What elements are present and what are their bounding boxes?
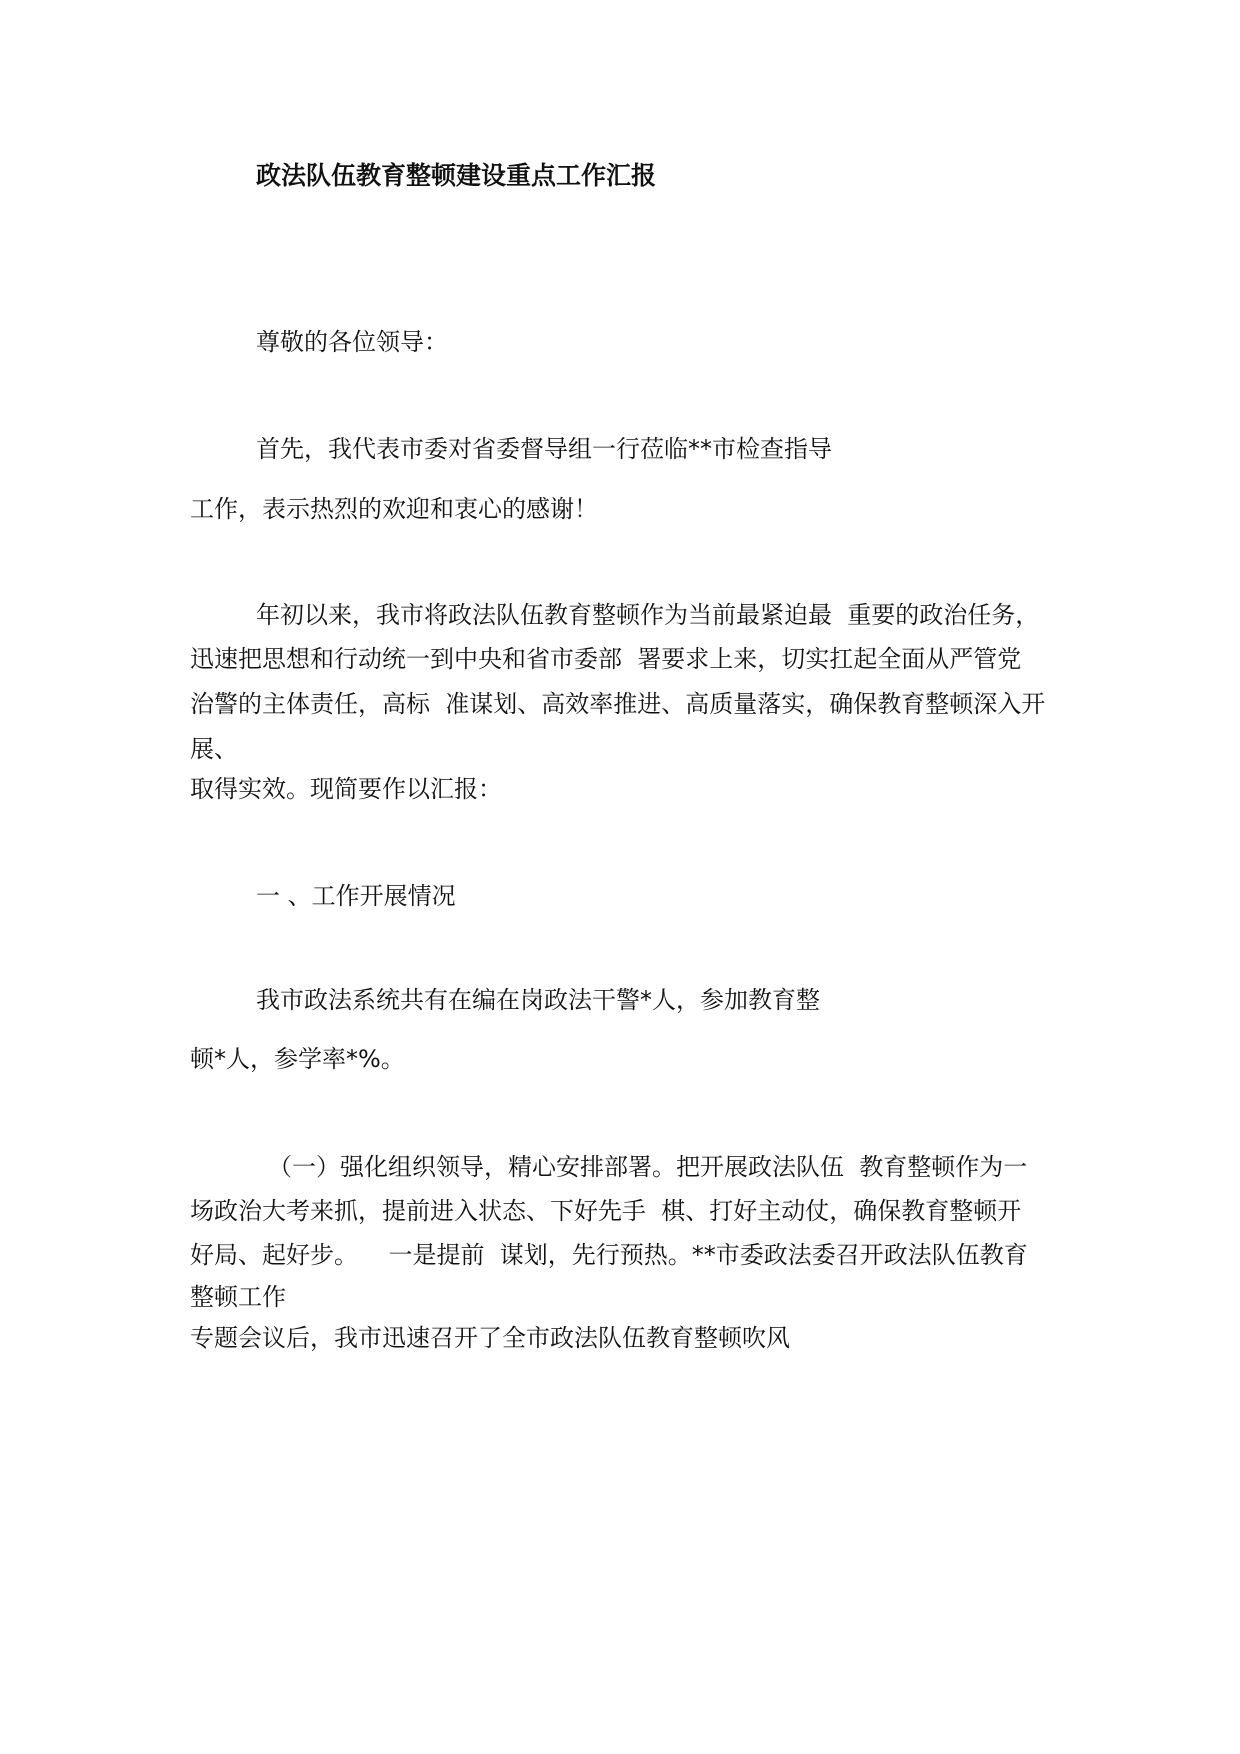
para2-line-1: 我市政法系统共有在编在岗政法干警*人，参加教育整: [256, 986, 820, 1014]
para2-line-2: 顿*人，参学率*%。: [190, 1045, 405, 1073]
para1-line-1: 年初以来，我市将政法队伍教育整顿作为当前最紧迫最 重要的政治任务，: [256, 601, 1040, 629]
intro-line-1: 首先，我代表市委对省委督导组一行莅临**市检查指导: [256, 435, 832, 463]
para1-line-3: 治警的主体责任，高标 准谋划、高效率推进、高质量落实，确保教育整顿深入开: [190, 690, 1046, 718]
document-title: 政法队伍教育整顿建设重点工作汇报: [256, 161, 657, 190]
greeting: 尊敬的各位领导：: [256, 328, 448, 356]
para3-line-3: 好局、起好步。 一是提前 谋划，先行预热。**市委政法委召开政法队伍教育: [190, 1241, 1028, 1269]
section-heading-1: 一 、工作开展情况: [256, 882, 456, 910]
para1-line-5: 取得实效。现简要作以汇报：: [190, 775, 502, 803]
para3-line-5: 专题会议后，我市迅速召开了全市政法队伍教育整顿吹风: [190, 1324, 790, 1352]
para3-line-1: （一）强化组织领导，精心安排部署。把开展政法队伍 教育整顿作为一: [268, 1153, 1028, 1181]
para1-line-2: 迅速把思想和行动统一到中央和省市委部 署要求上来，切实扛起全面从严管党: [190, 645, 1022, 673]
intro-line-2: 工作，表示热烈的欢迎和衷心的感谢！: [190, 495, 598, 523]
para3-line-2: 场政治大考来抓，提前进入状态、下好先手 棋、打好主动仗，确保教育整顿开: [190, 1197, 1022, 1225]
para1-line-4: 展、: [190, 735, 238, 763]
para3-line-4: 整顿工作: [190, 1283, 286, 1311]
